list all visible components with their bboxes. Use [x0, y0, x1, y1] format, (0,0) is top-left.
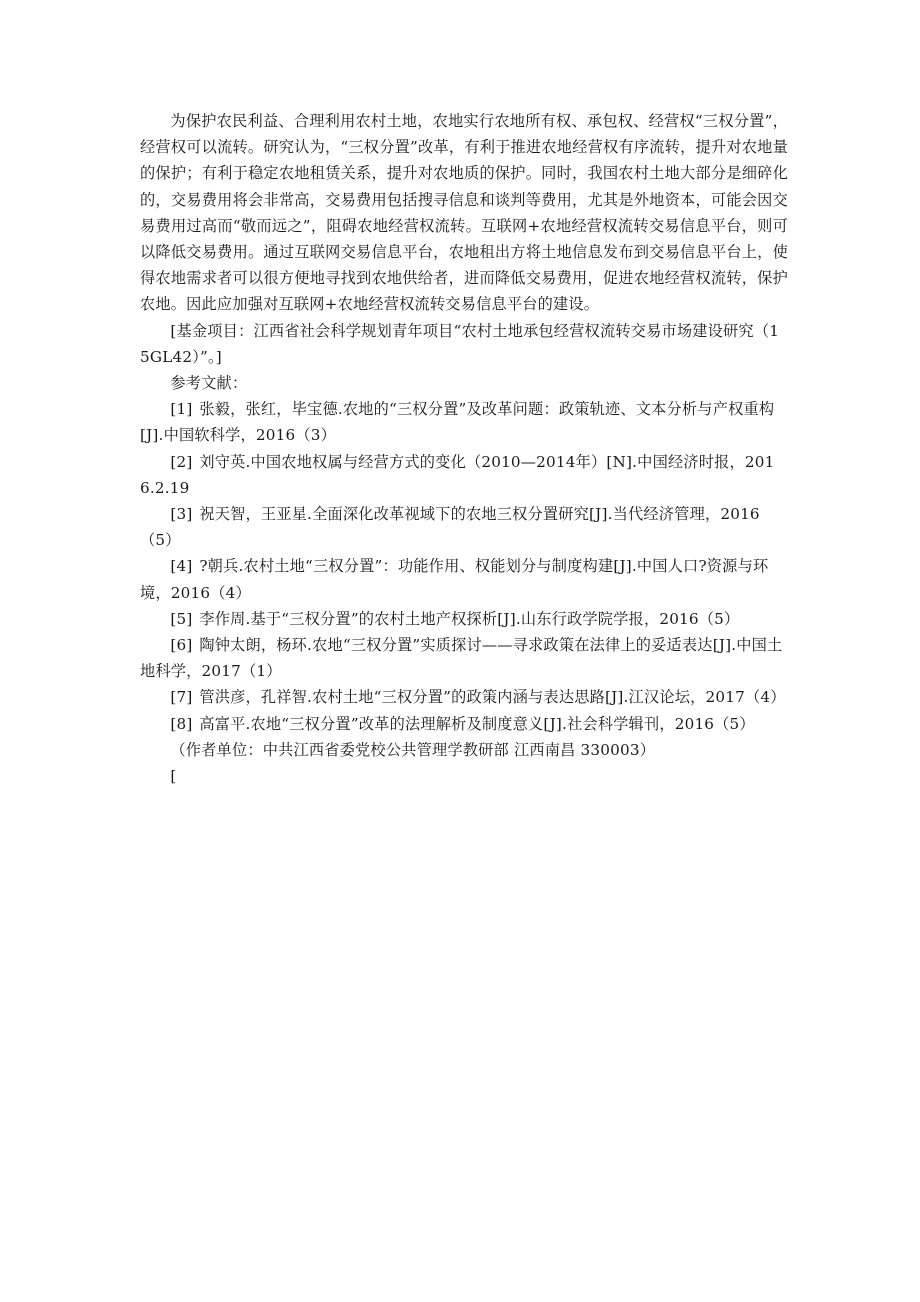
reference-number: [7] [170, 688, 193, 707]
reference-item [140, 684, 788, 710]
reference-number: [3] [170, 505, 193, 524]
reference-number: [6] [170, 636, 193, 655]
reference-text: 刘守英.中国农地权属与经营方式的变化（2010—2014年）[N].中国经济时报，2016.2.19 [140, 452, 775, 497]
document-page [140, 108, 788, 789]
reference-item [140, 449, 788, 501]
author-affiliation: （作者单位：中共江西省委党校公共管理学教研部 江西南昌 330003） [170, 740, 656, 759]
body-paragraph: 为保护农民利益、合理利用农村土地，农地实行农地所有权、承包权、经营权“三权分置”，经营权可以流转。研究认为，“三权分置”改革，有利于推进农地经营权有序流转，提升对农地量的保护；有利于稳定农地租赁关系，提升对农地质的保护。同时，我国农村土地大部分是细碎化的，交易费用将会非常高，交易费用包括搜寻信息和谈判等费用，尤其是外地资本，可能会因交易费用过高而“敬而远之”，阻碍农地经营权流转。互联网+农地经营权流转交易信息平台，则可以降低交易费用。通过互联网交易信息平台，农地租出方将土地信息发布到交易信息平台上，使得农地需求者可以很方便地寻找到农地供给者，进而降低交易费用，促进农地经营权流转，保护农地。因此应加强对互联网+农地经营权流转交易信息平台的建设。 [140, 112, 788, 314]
reference-item [140, 632, 788, 684]
reference-item [140, 606, 788, 632]
references-heading: 参考文献： [170, 374, 248, 393]
reference-text: ?朝兵.农村土地“三权分置”：功能作用、权能划分与制度构建[J].中国人口?资源与环境，2016（4） [140, 557, 769, 602]
trailing-bracket: [ [170, 767, 177, 786]
reference-item [140, 396, 788, 448]
reference-item [140, 553, 788, 605]
reference-number: [8] [170, 714, 193, 733]
reference-text: 李作周.基于“三权分置”的农村土地产权探析[J].山东行政学院学报，2016（5） [199, 609, 740, 628]
reference-item [140, 501, 788, 553]
reference-list [140, 396, 788, 737]
reference-text: 管洪彦，孔祥智.农村土地“三权分置”的政策内涵与表达思路[J].江汉论坛，2017（4） [199, 688, 786, 707]
reference-text: 祝天智，王亚星.全面深化改革视域下的农地三权分置研究[J].当代经济管理，2016（5） [140, 505, 760, 550]
reference-item [140, 711, 788, 737]
reference-text: 张毅，张红，毕宝德.农地的“三权分置”及改革问题：政策轨迹、文本分析与产权重构[J].中国软科学，2016（3） [140, 400, 775, 445]
reference-number: [4] [170, 557, 193, 576]
reference-number: [1] [170, 400, 193, 419]
reference-text: 陶钟太朗，杨环.农地“三权分置”实质探讨——寻求政策在法律上的妥适表达[J].中国土地科学，2017（1） [140, 636, 783, 681]
reference-number: [5] [170, 609, 193, 628]
reference-text: 高富平.农地“三权分置”改革的法理解析及制度意义[J].社会科学辑刊，2016（5） [199, 714, 755, 733]
fund-note: [基金项目：江西省社会科学规划青年项目“农村土地承包经营权流转交易市场建设研究（15GL42）”。] [140, 321, 780, 366]
reference-number: [2] [170, 452, 193, 471]
